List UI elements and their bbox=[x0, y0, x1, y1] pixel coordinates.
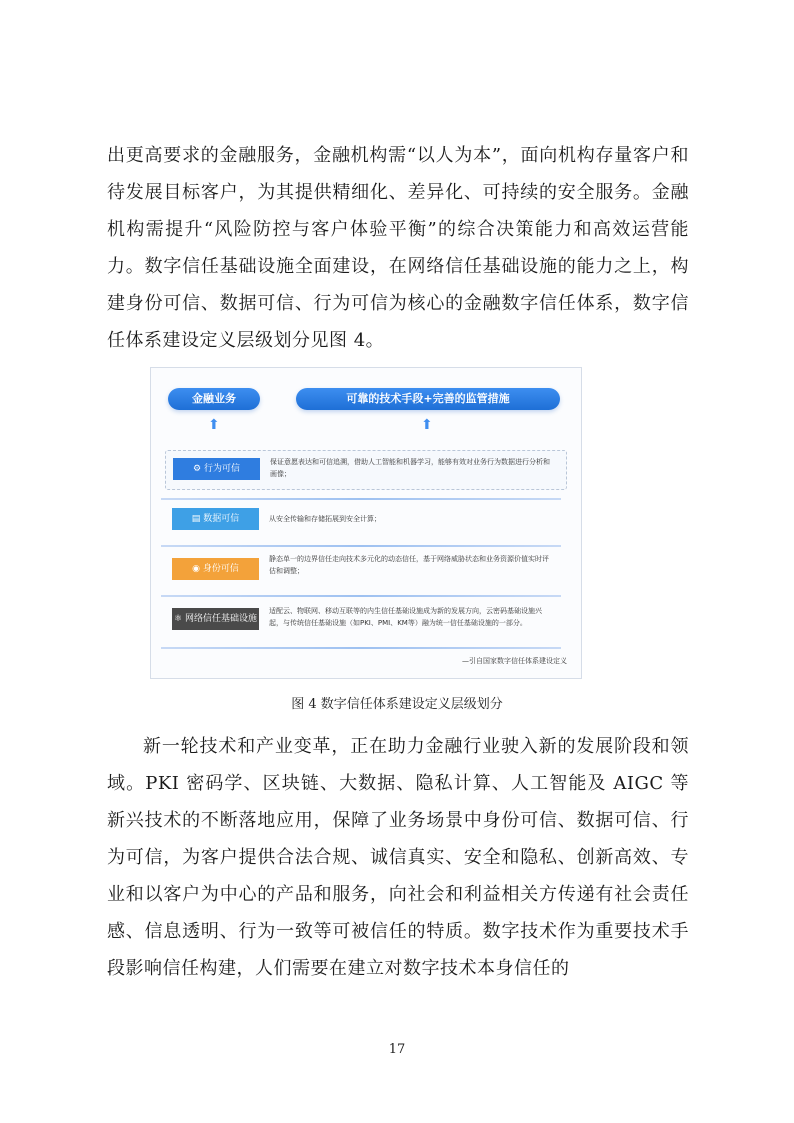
layer-label bbox=[172, 558, 259, 580]
layer-divider bbox=[161, 595, 561, 597]
database-icon: ▤ bbox=[191, 514, 201, 524]
layer-divider bbox=[161, 647, 561, 649]
trust-system-figure bbox=[150, 367, 582, 679]
financial-business-pill: 金融业务 bbox=[168, 388, 260, 410]
page-number: 17 bbox=[388, 1042, 406, 1057]
figure-caption: 图 4 数字信任体系建设定义层级划分 bbox=[291, 697, 503, 712]
body-paragraph: 新一轮技术和产业变革，正在助力金融行业驶入新的发展阶段和领域。PKI 密码学、区块链、大数据、隐私计算、人工智能及 AIGC 等新兴技术的不断落地应用，保障了业务场景中身份可信、数据可信、行为可信，为客户提供合法合规、诚信真实、安全和隐私、创新高效、专业和以客户为中心的产品和服务，向社会和利益相关方传递有社会责任感、信息透明、行为一致等可被信任的特质。数字技术作为重要技术手段影响信任构建，人们需要在建立对数字技术本身信任的 bbox=[107, 736, 689, 979]
layer-divider bbox=[161, 545, 561, 547]
layer-network-infrastructure bbox=[165, 603, 565, 641]
layer-identity-trust bbox=[165, 553, 565, 587]
user-icon: ◉ bbox=[192, 564, 200, 574]
layer-label-text: 网络信任基础设施 bbox=[185, 614, 258, 624]
layer-label bbox=[172, 508, 259, 530]
layer-description: 从安全传输和存储拓展到安全计算； bbox=[269, 515, 381, 523]
layer-description: 保证意愿表达和可信追溯，借助人工智能和机器学习，能够有效对业务行为数据进行分析和画像； bbox=[270, 458, 550, 478]
arrow-up-icon: ⬆ bbox=[421, 417, 433, 433]
layer-label-text: 行为可信 bbox=[204, 464, 241, 474]
figure-source-note: —引自国家数字信任体系建设定义 bbox=[462, 657, 567, 665]
arrow-up-icon: ⬆ bbox=[208, 417, 220, 433]
layer-description: 适配云、物联网、移动互联等的内生信任基础设施成为新的发展方向，云密码基础设施兴起，与传统信任基础设施（如PKI、PMI、KM等）融为统一信任基础设施的一部分。 bbox=[269, 607, 542, 627]
layer-label-text: 身份可信 bbox=[202, 564, 239, 574]
layer-data-trust bbox=[165, 506, 565, 534]
layer-divider bbox=[161, 498, 561, 500]
gear-icon: ⚙ bbox=[192, 464, 202, 474]
layer-label bbox=[173, 458, 260, 480]
tech-and-regulation-pill: 可靠的技术手段+完善的监管措施 bbox=[296, 388, 560, 410]
layer-label-text: 数据可信 bbox=[203, 514, 240, 524]
layer-label bbox=[172, 608, 259, 630]
body-paragraph: 出更高要求的金融服务，金融机构需“以人为本”，面向机构存量客户和待发展目标客户，为其提供精细化、差异化、可持续的安全服务。金融机构需提升“风险防控与客户体验平衡”的综合决策能力和高效运营能力。数字信任基础设施全面建设，在网络信任基础设施的能力之上，构建身份可信、数据可信、行为可信为核心的金融数字信任体系，数字信任体系建设定义层级划分见图 4。 bbox=[107, 145, 689, 351]
layer-description: 静态单一的边界信任走向技术多元化的动态信任，基于网络威胁状态和业务资源价值实时评估和调整； bbox=[269, 555, 549, 575]
network-icon: ⚛ bbox=[173, 614, 183, 624]
layer-behavior-trust bbox=[165, 450, 567, 490]
